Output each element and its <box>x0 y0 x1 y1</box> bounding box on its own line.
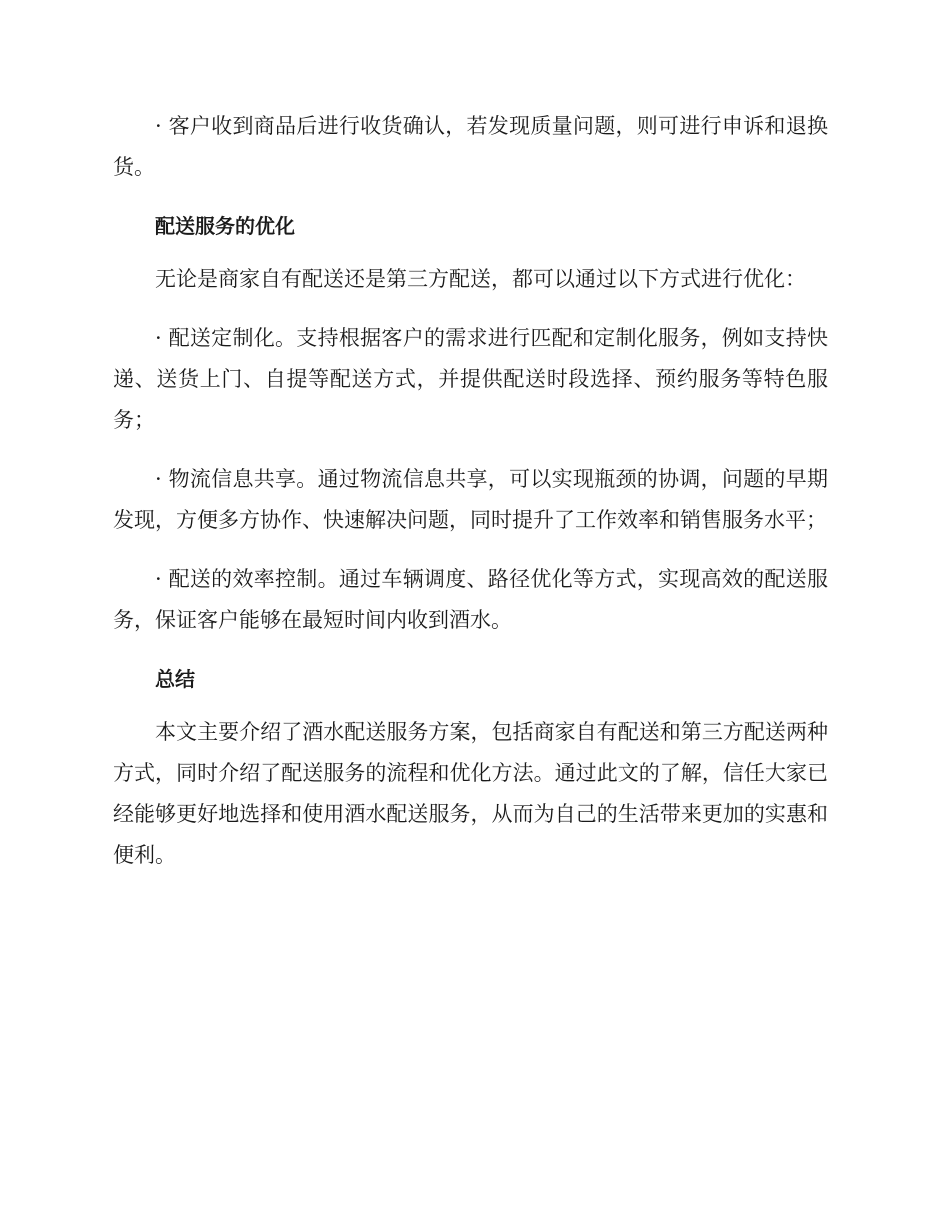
paragraph-optimization-intro: 无论是商家自有配送还是第三方配送，都可以通过以下方式进行优化： <box>155 267 806 291</box>
paragraph-summary: 本文主要介绍了酒水配送服务方案，包括商家自有配送和第三方配送两种方式，同时介绍了配送服务的流程和优化方法。通过此文的了解，信任大家已经能够更好地选择和使用酒水配送服务，从而为自己的生活带来更加的实惠和便利。 <box>113 720 828 867</box>
paragraph-return-exchange: · 客户收到商品后进行收货确认，若发现质量问题，则可进行申诉和退换货。 <box>113 114 828 179</box>
paragraph-efficiency-control: · 配送的效率控制。通过车辆调度、路径优化等方式，实现高效的配送服务，保证客户能够在最短时间内收到酒水。 <box>113 567 828 632</box>
section-heading-delivery-optimization: 配送服务的优化 <box>155 214 295 238</box>
paragraph-customization: · 配送定制化。支持根据客户的需求进行匹配和定制化服务，例如支持快递、送货上门、自提等配送方式，并提供配送时段选择、预约服务等特色服务； <box>113 326 828 432</box>
section-heading-summary: 总结 <box>155 667 195 691</box>
paragraph-logistics-sharing: · 物流信息共享。通过物流信息共享，可以实现瓶颈的协调，问题的早期发现，方便多方协作、快速解决问题，同时提升了工作效率和销售服务水平； <box>113 467 828 532</box>
